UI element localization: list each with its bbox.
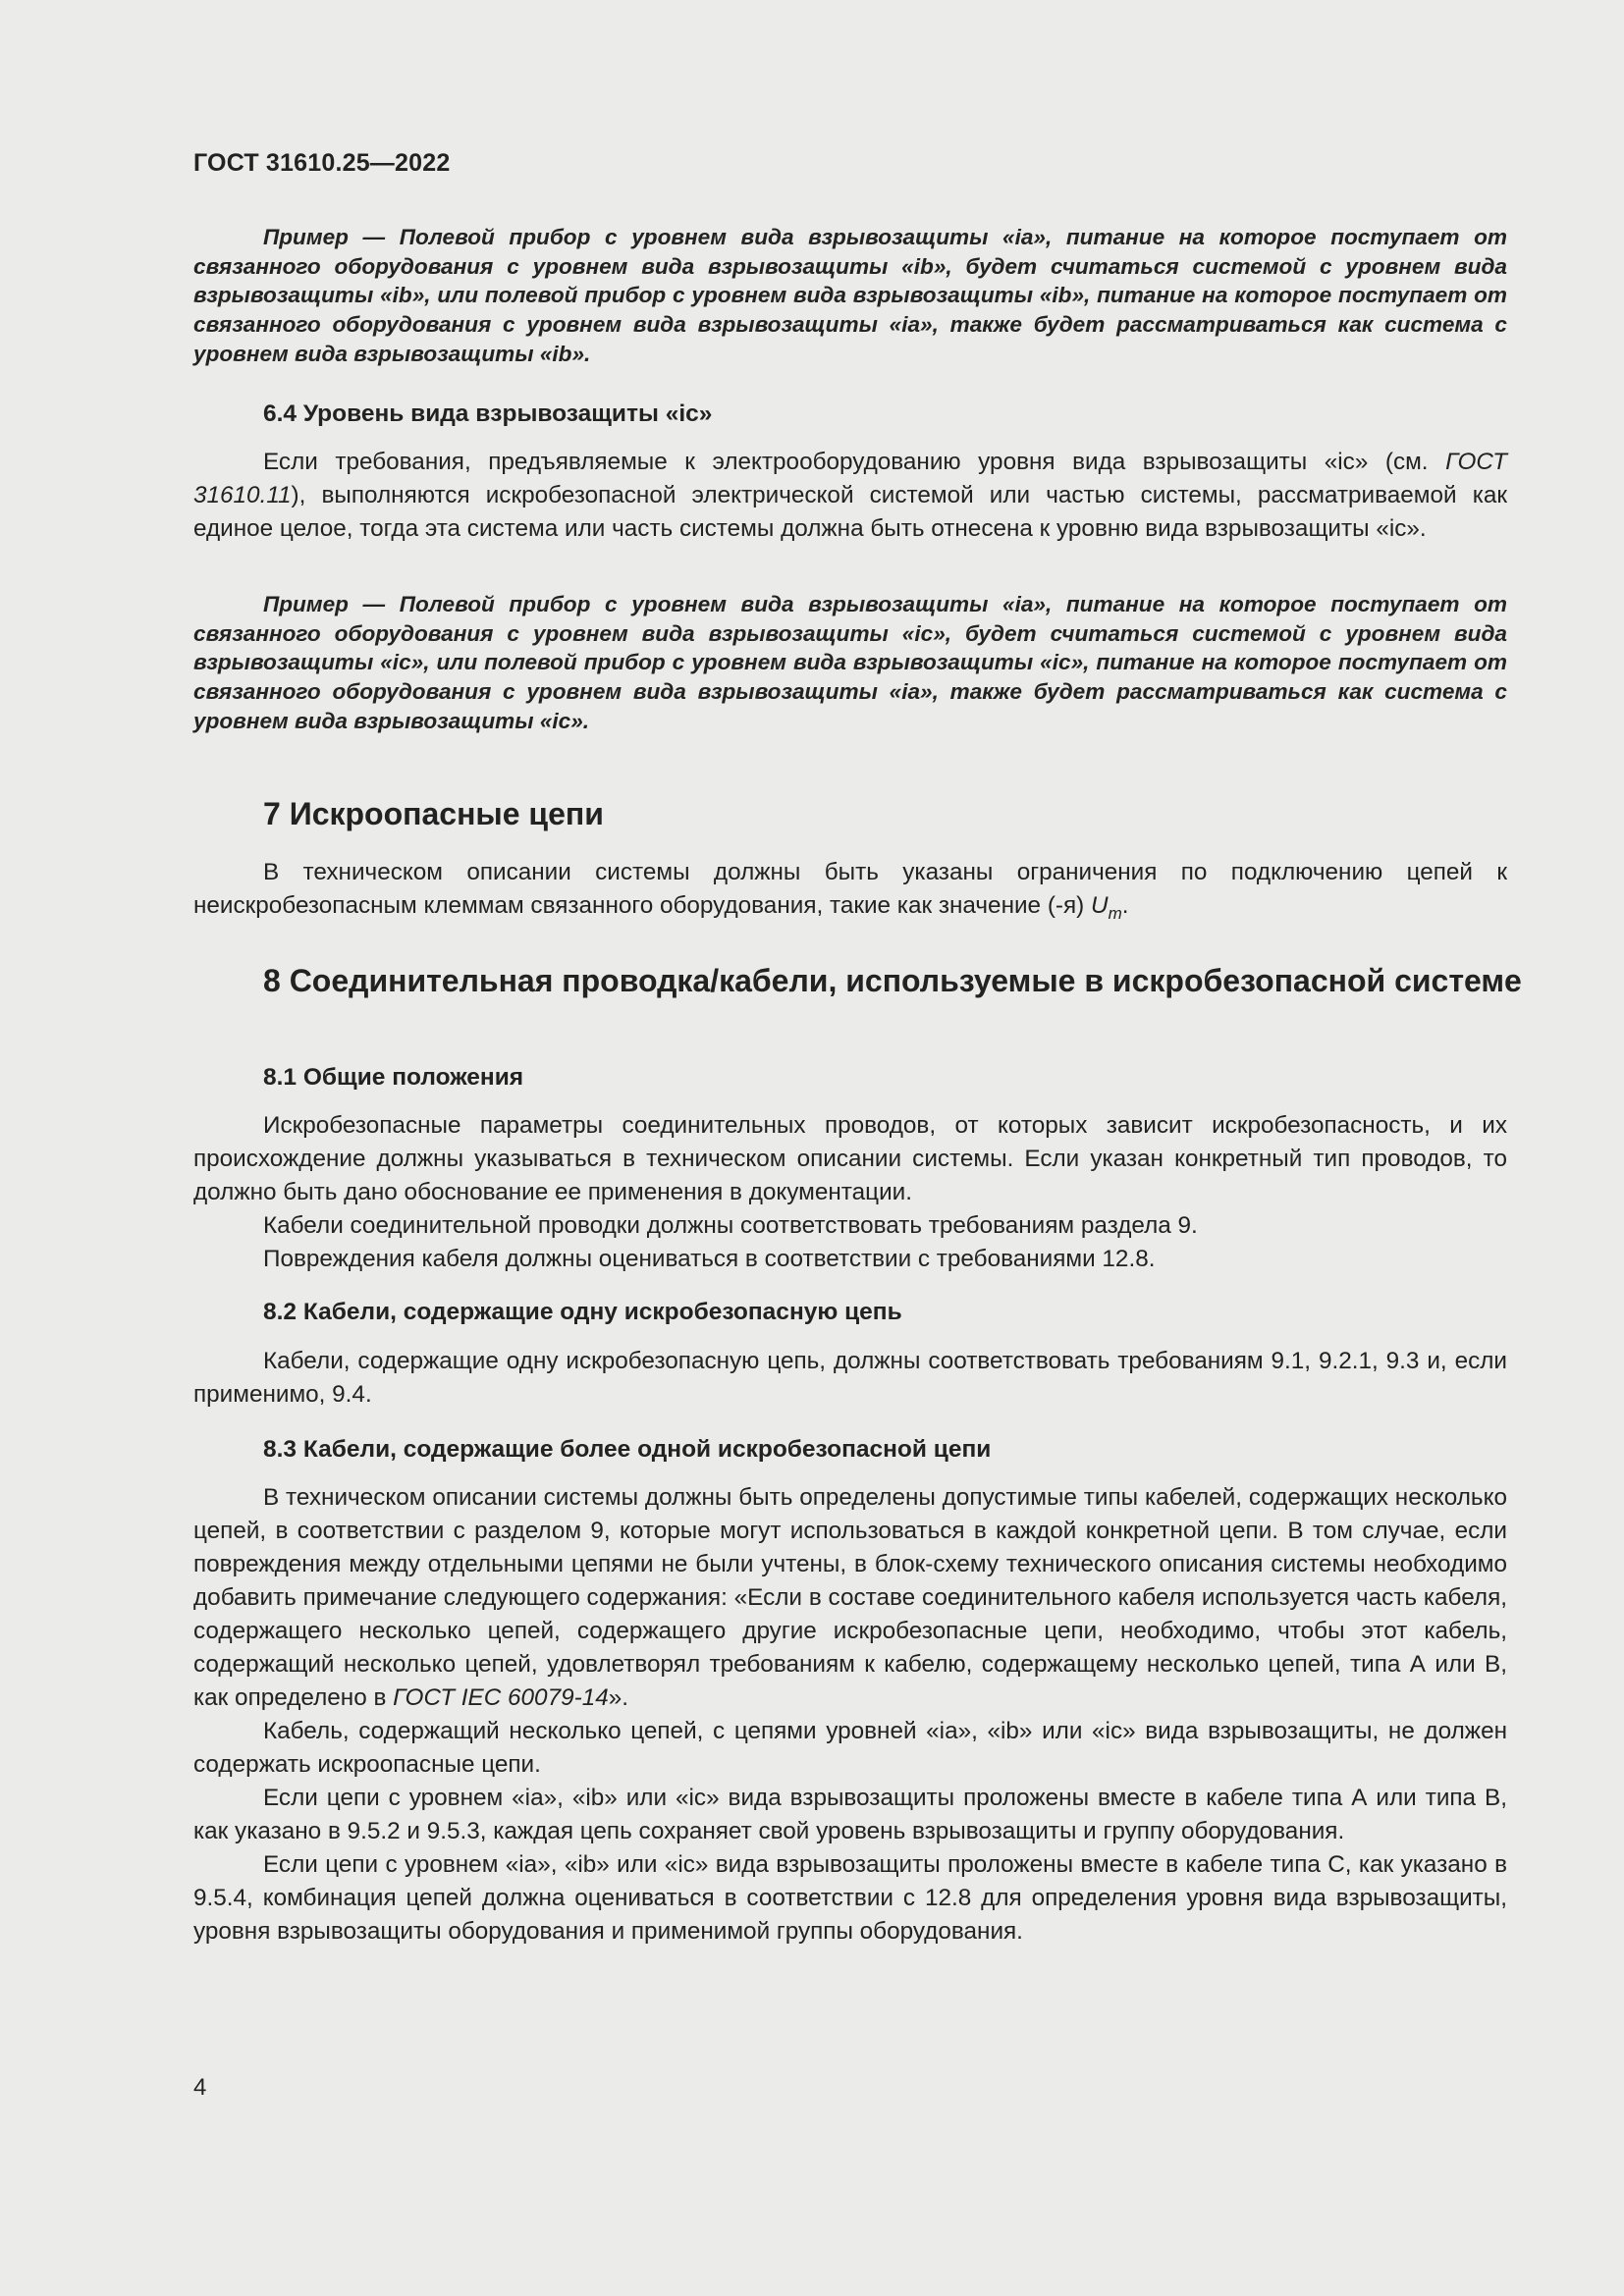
section-8-3-paragraph-4: Если цепи с уровнем «ia», «ib» или «ic» вида взрывозащиты проложены вместе в кабеле типа С, как указано в 9.5.4, комбинация цепей должна оцениваться в соответствии с 12.8 для определения уровня вида взрывозащиты, уровня взрывозащиты оборудования и применимой группы оборудования. (193, 1851, 1507, 1945)
page-number: 4 (193, 2074, 207, 2101)
text-run: В техническом описании системы должны быть указаны ограничения по подключению цепей к неискробезопасным клеммам связанного оборудования, такие как значение (-я) (193, 859, 1507, 919)
text-run: Если требования, предъявляемые к электрооборудованию уровня вида взрывозащиты «ic» (см. (263, 449, 1446, 475)
section-7-heading: 7 Искроопасные цепи (263, 796, 604, 831)
example-paragraph-ic: Пример — Полевой прибор с уровнем вида взрывозащиты «ia», питание на которое поступает от связанного оборудования с уровнем вида взрывозащиты «ic», будет считаться системой с уровнем вида взрывозащиты «ic», или полевой прибор с уровнем вида взрывозащиты «ic», питание на которое поступает от связанного оборудования с уровнем вида взрывозащиты «ia», также будет рассматриваться как система с уровнем вида взрывозащиты «ic». (193, 592, 1507, 733)
example-paragraph-ib: Пример — Полевой прибор с уровнем вида взрывозащиты «ia», питание на которое поступает от связанного оборудования с уровнем вида взрывозащиты «ib», будет считаться системой с уровнем вида взрывозащиты «ib», или полевой прибор с уровнем вида взрывозащиты «ib», питание на которое поступает от связанного оборудования с уровнем вида взрывозащиты «ia», также будет рассматриваться как система с уровнем вида взрывозащиты «ib». (193, 225, 1507, 366)
section-8-1-heading: 8.1 Общие положения (263, 1064, 524, 1091)
section-6-4-heading: 6.4 Уровень вида взрывозащиты «ic» (263, 400, 713, 427)
standard-reference: ГОСТ 31610.11 (193, 449, 1507, 508)
section-8-2-paragraph: Кабели, содержащие одну искробезопасную цепь, должны соответствовать требованиям 9.1, 9.2.1, 9.3 и, если применимо, 9.4. (193, 1348, 1507, 1408)
section-8-2-heading: 8.2 Кабели, содержащие одну искробезопасную цепь (263, 1299, 902, 1325)
section-8-3-paragraph-2: Кабель, содержащий несколько цепей, с цепями уровней «ia», «ib» или «ic» вида взрывозащиты, не должен содержать искроопасные цепи. (193, 1718, 1507, 1778)
text-run: ), выполняются искробезопасной электрической системой или частью системы, рассматриваемой как единое целое, тогда эта система или часть системы должна быть отнесена к уровню вида взрывозащиты «ic». (193, 482, 1507, 542)
section-8-3-body (193, 1481, 1507, 1949)
section-6-4-paragraph (193, 446, 1507, 546)
section-8-3-paragraph-3: Если цепи с уровнем «ia», «ib» или «ic» вида взрывозащиты проложены вместе в кабеле типа А или типа В, как указано в 9.5.2 и 9.5.3, каждая цепь сохраняет свой уровень взрывозащиты и группу оборудования. (193, 1785, 1507, 1844)
section-8-1-paragraph-1: Искробезопасные параметры соединительных проводов, от которых зависит искробезопасность, и их происхождение должны указываться в техническом описании системы. Если указан конкретный тип проводов, то должно быть дано обоснование ее применения в документации. (193, 1112, 1507, 1205)
symbol-um: $U_m$ (1091, 892, 1122, 923)
section-8-1-paragraph-3: Повреждения кабеля должны оцениваться в соответствии с требованиями 12.8. (263, 1246, 1156, 1272)
text-run: ». (608, 1684, 628, 1711)
section-8-3-heading: 8.3 Кабели, содержащие более одной искробезопасной цепи (263, 1436, 992, 1463)
section-8-1-paragraph-2: Кабели соединительной проводки должны соответствовать требованиям раздела 9. (263, 1212, 1198, 1239)
section-8-heading: 8 Соединительная проводка/кабели, используемые в искробезопасной системе (263, 963, 1522, 998)
standard-reference: ГОСТ IEC 60079-14 (393, 1684, 609, 1711)
document-id-header: ГОСТ 31610.25—2022 (193, 149, 451, 177)
section-8-1-body (193, 1109, 1507, 1276)
section-8-3-paragraph-1 (193, 1481, 1507, 1715)
section-7-paragraph: В техническом описании системы должны быть указаны ограничения по подключению цепей к неискробезопасным клеммам связанного оборудования, такие как значение (-я) $U_m$. (193, 859, 1507, 923)
text-run: В техническом описании системы должны быть определены допустимые типы кабелей, содержащих несколько цепей, в соответствии с разделом 9, которые могут использоваться в каждой конкретной цепи. В том случае, если повреждения между отдельными цепями не были учтены, в блок-схему технического описания системы необходимо добавить примечание следующего содержания: «Если в составе соединительного кабеля используется часть кабеля, содержащего несколько цепей, содержащего другие искробезопасные цепи, необходимо, чтобы этот кабель, содержащий несколько цепей, удовлетворял требованиям к кабелю, содержащему несколько цепей, типа А или В, как определено в (193, 1484, 1507, 1711)
